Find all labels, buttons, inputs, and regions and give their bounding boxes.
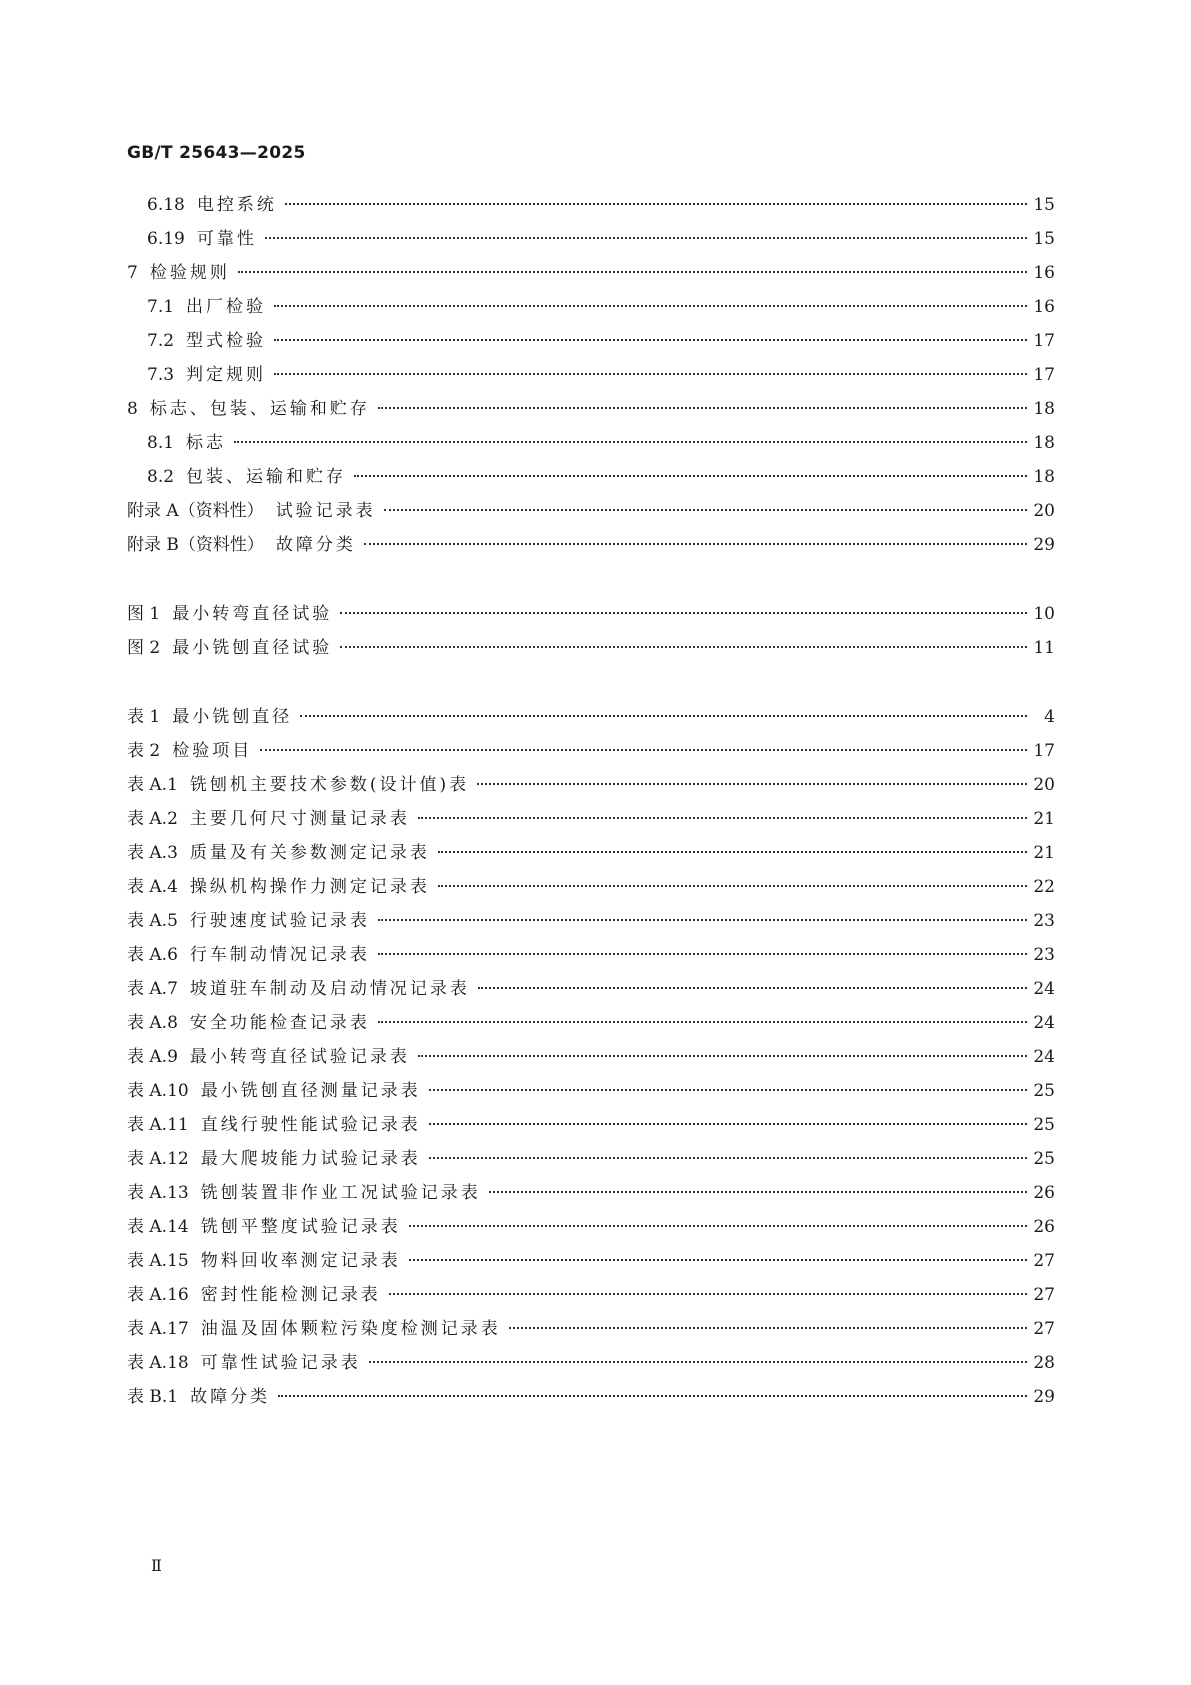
toc-entry-number: 8.1 [147,433,175,453]
toc-entry-title: 坡道驻车制动及启动情况记录表 [189,979,470,999]
toc-entry-title: 型式检验 [186,331,267,351]
toc-entry-title: 标志、包装、运输和贮存 [149,399,370,419]
toc-dot-leader [285,203,1027,205]
toc-entry-page: 28 [1033,1353,1055,1373]
toc-entry[interactable] [127,1147,1055,1171]
toc-entry[interactable] [127,739,1055,763]
toc-entry[interactable] [127,636,1055,660]
toc-entry-page: 18 [1033,467,1055,487]
toc-entry-number: 图 2 [127,638,161,658]
toc-entry[interactable] [127,363,1055,387]
page-number: Ⅱ [151,1556,162,1575]
toc-entry[interactable] [127,977,1055,1001]
toc-entry-title: 最小铣刨直径 [172,707,293,727]
toc-dot-leader [378,407,1027,409]
toc-entry-title: 操纵机构操作力测定记录表 [189,877,430,897]
toc-dot-leader [478,987,1027,989]
toc-entry-page: 22 [1033,877,1055,897]
toc-entry-title: 密封性能检测记录表 [200,1285,381,1305]
toc-entry[interactable] [127,431,1055,455]
toc-entry[interactable] [127,1351,1055,1375]
toc-entry-number: 附录 A（资料性） [127,501,264,521]
toc-dot-leader [429,1157,1027,1159]
toc-dot-leader [378,919,1027,921]
toc-entry-title: 最小转弯直径试验记录表 [189,1047,410,1067]
toc-entry-page: 24 [1033,979,1055,999]
toc-entry-page: 15 [1033,195,1055,215]
toc-entry[interactable] [127,1249,1055,1273]
toc-entry-title: 故障分类 [275,535,356,555]
toc-entry-number: 表 A.17 [127,1319,189,1339]
toc-entry-title: 可靠性试验记录表 [200,1353,361,1373]
toc-entry-page: 15 [1033,229,1055,249]
toc-dot-leader [378,1021,1027,1023]
toc-dot-leader [274,305,1027,307]
toc-entry[interactable] [127,397,1055,421]
toc-entry-page: 27 [1033,1319,1055,1339]
toc-dot-leader [438,851,1027,853]
toc-entry[interactable] [127,1011,1055,1035]
toc-entry-title: 铣刨平整度试验记录表 [200,1217,401,1237]
toc-entry-number: 8 [127,399,138,419]
toc-entry-number: 7.3 [147,365,175,385]
toc-entry-page: 20 [1033,501,1055,521]
toc-dot-leader [389,1293,1027,1295]
toc-entry[interactable] [127,841,1055,865]
toc-entry-number: 表 A.12 [127,1149,189,1169]
toc-entry-page: 27 [1033,1251,1055,1271]
toc-dot-leader [354,475,1027,477]
toc-dot-leader [265,237,1027,239]
toc-entry-page: 16 [1033,297,1055,317]
toc-entry-title: 主要几何尺寸测量记录表 [189,809,410,829]
toc-entry[interactable] [127,227,1055,251]
toc-entry-title: 最小转弯直径试验 [172,604,333,624]
toc-entry-title: 检验规则 [149,263,230,283]
toc-dot-leader [260,749,1027,751]
toc-entry-page: 18 [1033,399,1055,419]
toc-dot-leader [274,339,1027,341]
toc-entry-number: 表 A.3 [127,843,178,863]
toc-dot-leader [384,509,1027,511]
toc-dot-leader [418,1055,1027,1057]
toc-entry-number: 表 A.14 [127,1217,189,1237]
toc-entry-number: 表 A.4 [127,877,178,897]
toc-entry-page: 11 [1033,638,1055,658]
toc-entry-number: 表 A.18 [127,1353,189,1373]
toc-entry[interactable] [127,705,1055,729]
toc-dot-leader [489,1191,1027,1193]
toc-entry-number: 6.19 [147,229,185,249]
toc-entry[interactable] [127,295,1055,319]
toc-dot-leader [409,1259,1027,1261]
toc-entry-title: 最大爬坡能力试验记录表 [200,1149,421,1169]
toc-entry-page: 20 [1033,775,1055,795]
toc-entry[interactable] [127,1181,1055,1205]
toc-dot-leader [369,1361,1027,1363]
toc-entry[interactable] [127,193,1055,217]
toc-entry-page: 17 [1033,331,1055,351]
toc-entry-title: 铣刨装置非作业工况试验记录表 [200,1183,481,1203]
toc-entry-title: 行车制动情况记录表 [189,945,370,965]
toc-entry-page: 26 [1033,1217,1055,1237]
toc-entry-page: 16 [1033,263,1055,283]
toc-entry[interactable] [127,533,1055,557]
toc-entry[interactable] [127,909,1055,933]
toc-entry-page: 17 [1033,365,1055,385]
toc-entry[interactable] [127,1385,1055,1409]
toc-entry-title: 油温及固体颗粒污染度检测记录表 [200,1319,501,1339]
toc-entry-number: 表 A.9 [127,1047,178,1067]
toc-entry[interactable] [127,1045,1055,1069]
toc-entry[interactable] [127,1113,1055,1137]
toc-dot-leader [238,271,1027,273]
toc-entry-page: 23 [1033,911,1055,931]
toc-entry-page: 27 [1033,1285,1055,1305]
toc-entry[interactable] [127,1283,1055,1307]
toc-dot-leader [429,1089,1027,1091]
toc-entry-title: 物料回收率测定记录表 [200,1251,401,1271]
toc-entry-page: 10 [1033,604,1055,624]
toc-dot-leader [274,373,1027,375]
toc-entry-number: 表 A.11 [127,1115,189,1135]
toc-dot-leader [300,715,1027,717]
toc-entry[interactable] [127,1317,1055,1341]
toc-entry-page: 21 [1033,843,1055,863]
toc-entry-title: 故障分类 [190,1387,271,1407]
toc-entry[interactable] [127,1079,1055,1103]
toc-entry-page: 17 [1033,741,1055,761]
toc-entry-number: 表 A.5 [127,911,178,931]
toc-entry-number: 表 1 [127,707,161,727]
toc-dot-leader [340,646,1027,648]
toc-entry[interactable] [127,1215,1055,1239]
toc-entry-page: 29 [1033,535,1055,555]
toc-entry-page: 24 [1033,1013,1055,1033]
toc-entry-title: 检验项目 [172,741,253,761]
toc-entry-title: 直线行驶性能试验记录表 [200,1115,421,1135]
toc-entry-page: 24 [1033,1047,1055,1067]
toc-entry-number: 6.18 [147,195,185,215]
toc-entry-number: 图 1 [127,604,161,624]
toc-entry-title: 可靠性 [196,229,257,249]
toc-entry[interactable] [127,807,1055,831]
toc-entry-title: 判定规则 [186,365,267,385]
toc-entry-number: 附录 B（资料性） [127,535,264,555]
toc-entry[interactable] [127,465,1055,489]
toc-dot-leader [278,1395,1027,1397]
toc-entry-title: 最小铣刨直径测量记录表 [200,1081,421,1101]
toc-entry-title: 标志 [186,433,227,453]
toc-entry-number: 表 A.1 [127,775,178,795]
toc-entry-number: 表 A.7 [127,979,178,999]
toc-entry-page: 25 [1033,1149,1055,1169]
toc-entry-number: 表 2 [127,741,161,761]
toc-dot-leader [418,817,1027,819]
toc-entry-title: 行驶速度试验记录表 [189,911,370,931]
toc-entry[interactable] [127,499,1055,523]
toc-entry-number: 8.2 [147,467,175,487]
toc-entry[interactable] [127,773,1055,797]
toc-dot-leader [429,1123,1027,1125]
toc-dot-leader [509,1327,1027,1329]
toc-entry[interactable] [127,329,1055,353]
toc-entry-page: 25 [1033,1115,1055,1135]
toc-dot-leader [378,953,1027,955]
toc-entry-number: 表 A.16 [127,1285,189,1305]
toc-entry-number: 表 A.8 [127,1013,178,1033]
toc-entry[interactable] [127,875,1055,899]
toc-dot-leader [364,543,1027,545]
toc-entry-number: 表 A.10 [127,1081,189,1101]
standard-code-header: GB/T 25643—2025 [127,143,306,163]
toc-entry-page: 29 [1033,1387,1055,1407]
toc-entry-number: 7.1 [147,297,175,317]
toc-entry-page: 23 [1033,945,1055,965]
toc-entry-title: 电控系统 [196,195,277,215]
toc-entry-title: 安全功能检查记录表 [189,1013,370,1033]
toc-entry-number: 表 A.2 [127,809,178,829]
toc-entry-title: 出厂检验 [186,297,267,317]
toc-entry[interactable] [127,602,1055,626]
toc-entry[interactable] [127,943,1055,967]
toc-entry-number: 7 [127,263,138,283]
toc-entry-number: 表 B.1 [127,1387,179,1407]
toc-entry-number: 表 A.15 [127,1251,189,1271]
toc-entry-title: 包装、运输和贮存 [186,467,347,487]
toc-entry[interactable] [127,261,1055,285]
toc-entry-page: 4 [1044,707,1055,727]
toc-dot-leader [409,1225,1027,1227]
toc-entry-title: 质量及有关参数测定记录表 [189,843,430,863]
toc-entry-page: 21 [1033,809,1055,829]
toc-entry-page: 25 [1033,1081,1055,1101]
toc-entry-number: 7.2 [147,331,175,351]
toc-entry-title: 铣刨机主要技术参数(设计值)表 [189,775,470,795]
toc-entry-page: 26 [1033,1183,1055,1203]
toc-entry-title: 最小铣刨直径试验 [172,638,333,658]
toc-entry-number: 表 A.6 [127,945,178,965]
toc-entry-title: 试验记录表 [275,501,376,521]
toc-dot-leader [234,441,1027,443]
toc-dot-leader [477,783,1027,785]
toc-entry-page: 18 [1033,433,1055,453]
toc-entry-number: 表 A.13 [127,1183,189,1203]
toc-dot-leader [438,885,1027,887]
toc-dot-leader [340,612,1027,614]
